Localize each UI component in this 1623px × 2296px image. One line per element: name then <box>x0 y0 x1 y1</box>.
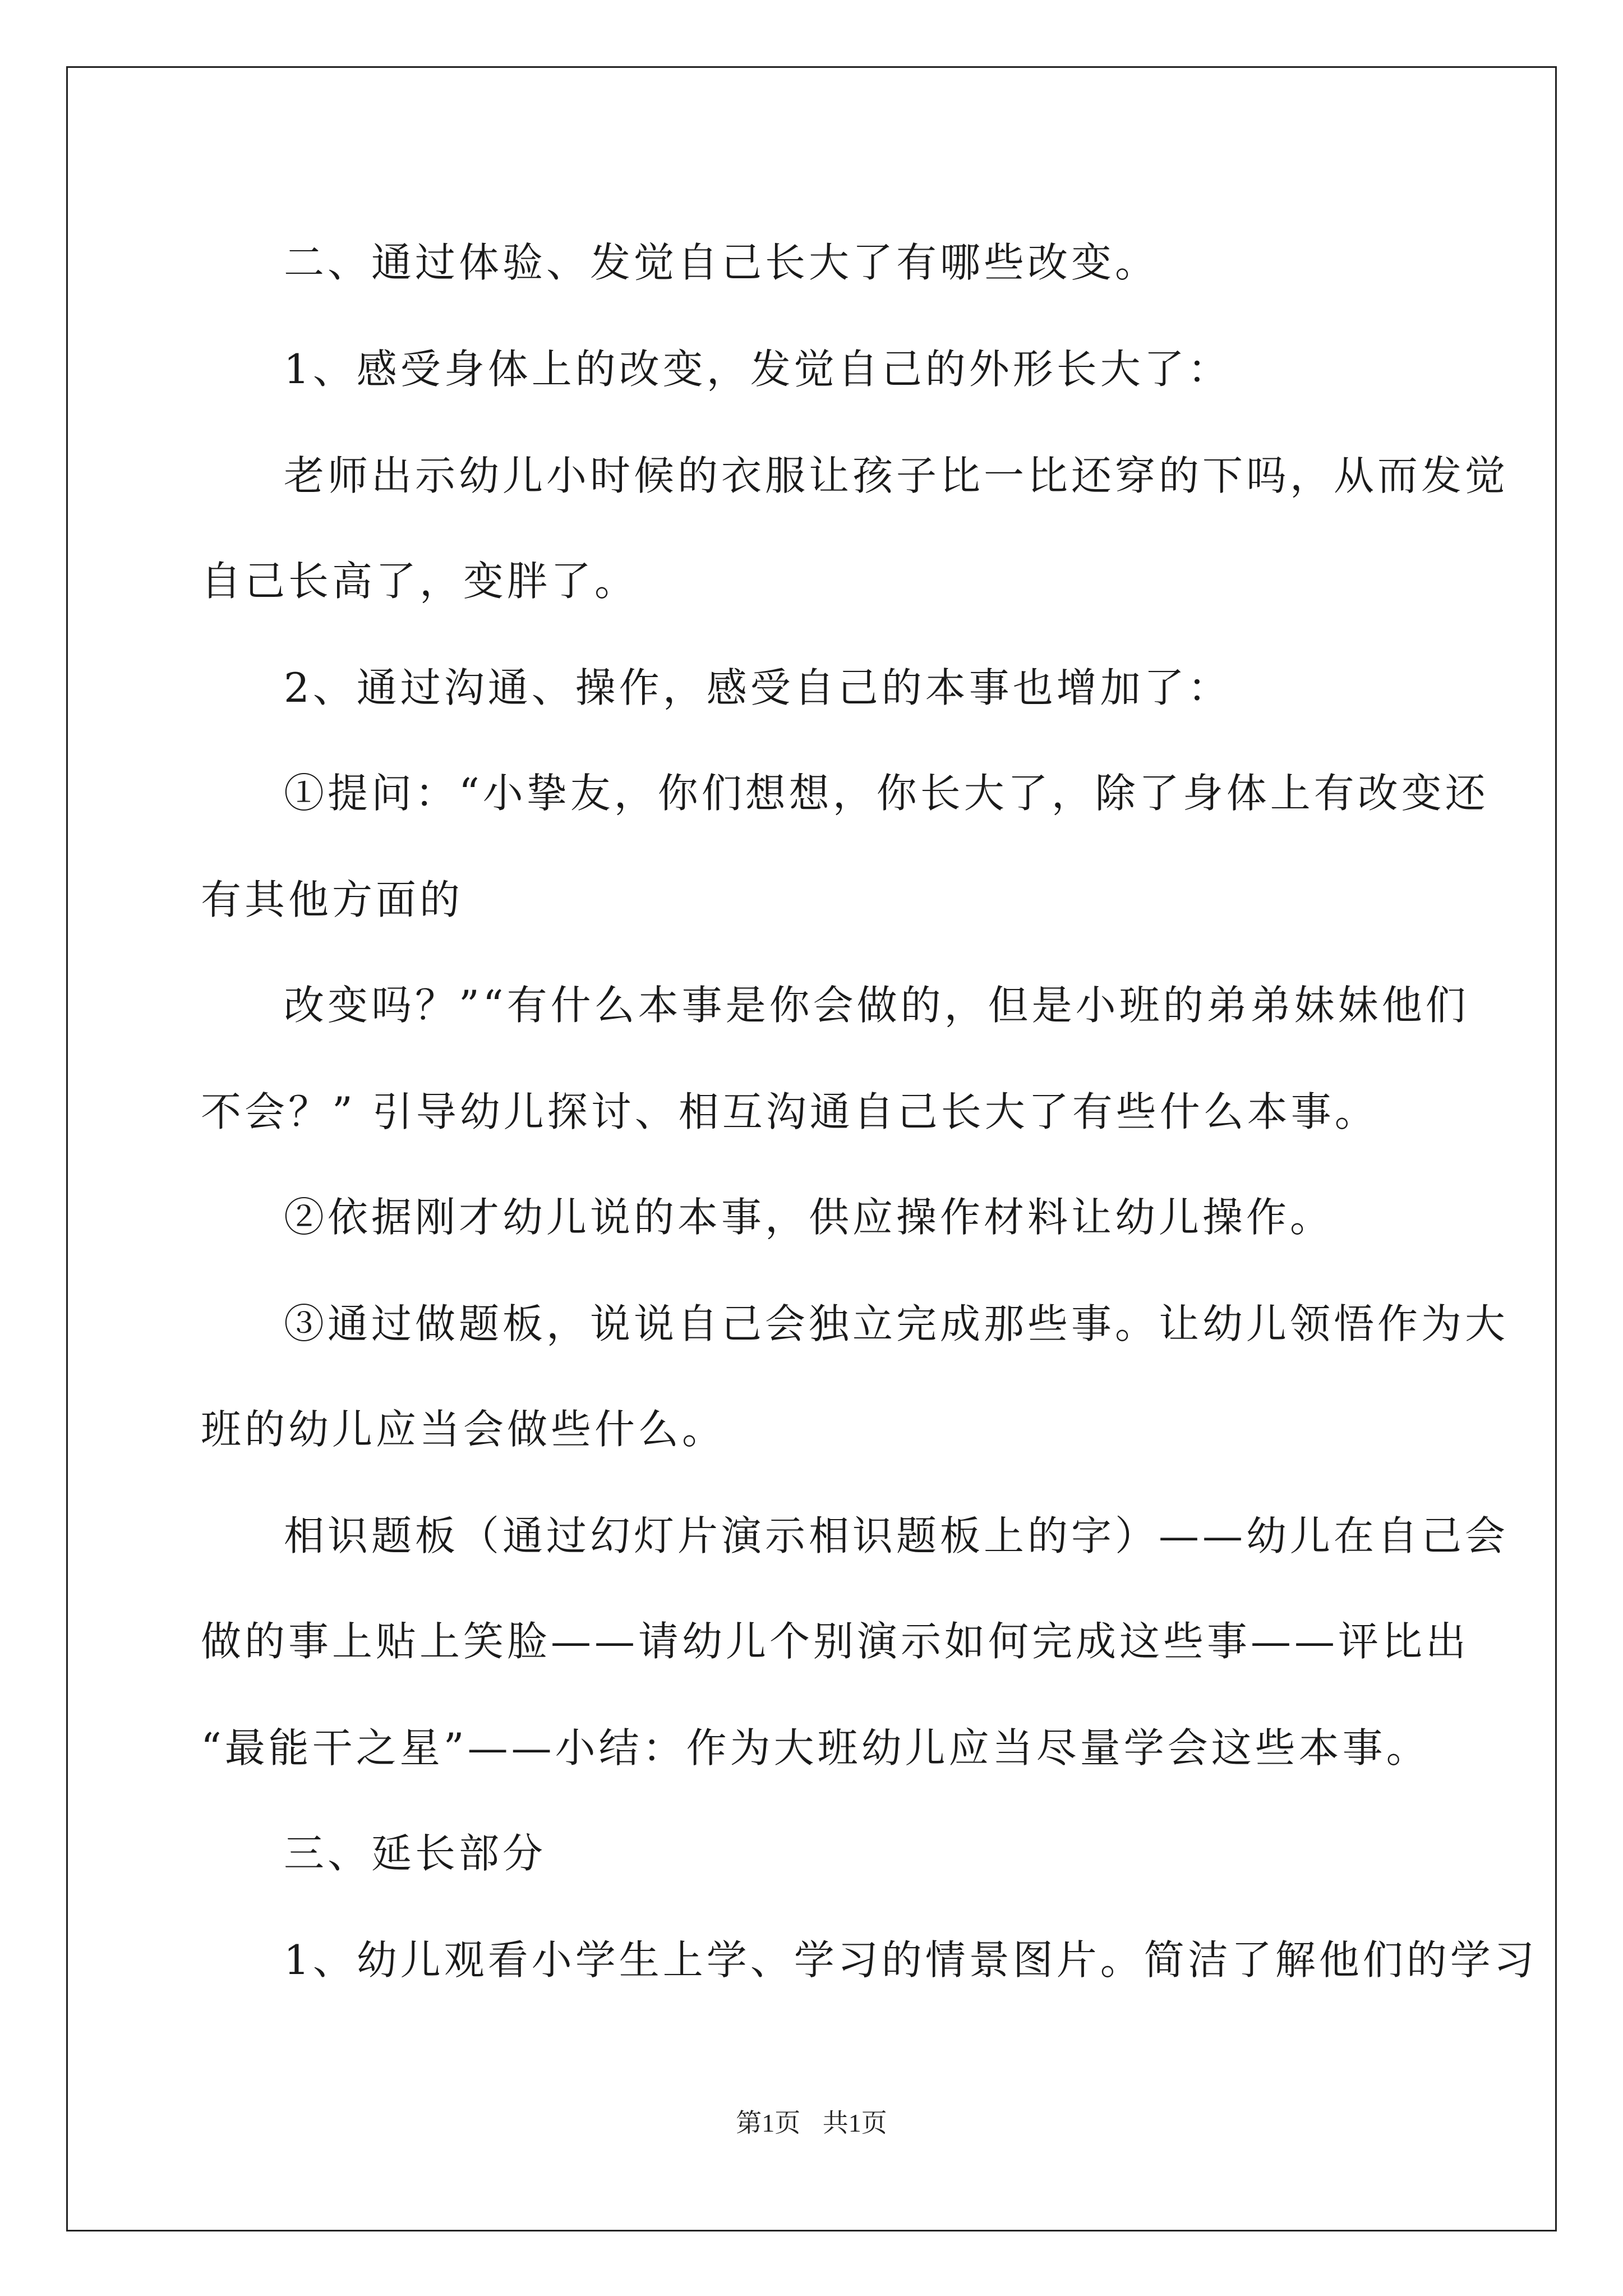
paragraph-line: ①提问：“小挚友，你们想想，你长大了，除了身体上有改变还 <box>284 770 1489 817</box>
paragraph-line: 自己长高了，变胖了。 <box>201 558 639 605</box>
paragraph-line: ③通过做题板，说说自己会独立完成那些事。让幼儿领悟作为大 <box>284 1300 1509 1347</box>
paragraph-line: 二、通过体验、发觉自己长大了有哪些改变。 <box>284 239 1159 286</box>
paragraph-line: 不会？” 引导幼儿探讨、相互沟通自己长大了有些什么本事。 <box>201 1088 1378 1135</box>
page-footer <box>0 2102 1623 2139</box>
paragraph-line: 三、延长部分 <box>284 1830 547 1877</box>
paragraph-line: 有其他方面的 <box>201 876 464 923</box>
paragraph-line: 1、感受身体上的改变，发觉自己的外形长大了： <box>284 346 1232 393</box>
paragraph-line: 1、幼儿观看小学生上学、学习的情景图片。简洁了解他们的学习 <box>284 1936 1538 1984</box>
paragraph-line: 2、通过沟通、操作，感受自己的本事也增加了： <box>284 664 1232 711</box>
paragraph-line: 改变吗？”“有什么本事是你会做的，但是小班的弟弟妹妹他们 <box>284 982 1469 1029</box>
paragraph-line: ②依据刚才幼儿说的本事，供应操作材料让幼儿操作。 <box>284 1194 1334 1241</box>
paragraph-line: 相识题板（通过幻灯片演示相识题板上的字）——幼儿在自己会 <box>284 1512 1509 1559</box>
paragraph-line: 老师出示幼儿小时候的衣服让孩子比一比还穿的下吗，从而发觉 <box>284 452 1509 499</box>
paragraph-line: “最能干之星”——小结：作为大班幼儿应当尽量学会这些本事。 <box>201 1724 1430 1772</box>
paragraph-line: 班的幼儿应当会做些什么。 <box>201 1406 726 1453</box>
page-number-current: 第1页 <box>736 2109 801 2137</box>
paragraph-line: 做的事上贴上笑脸——请幼儿个别演示如何完成这些事——评比出 <box>201 1618 1470 1665</box>
page-number-total: 共1页 <box>822 2109 887 2137</box>
